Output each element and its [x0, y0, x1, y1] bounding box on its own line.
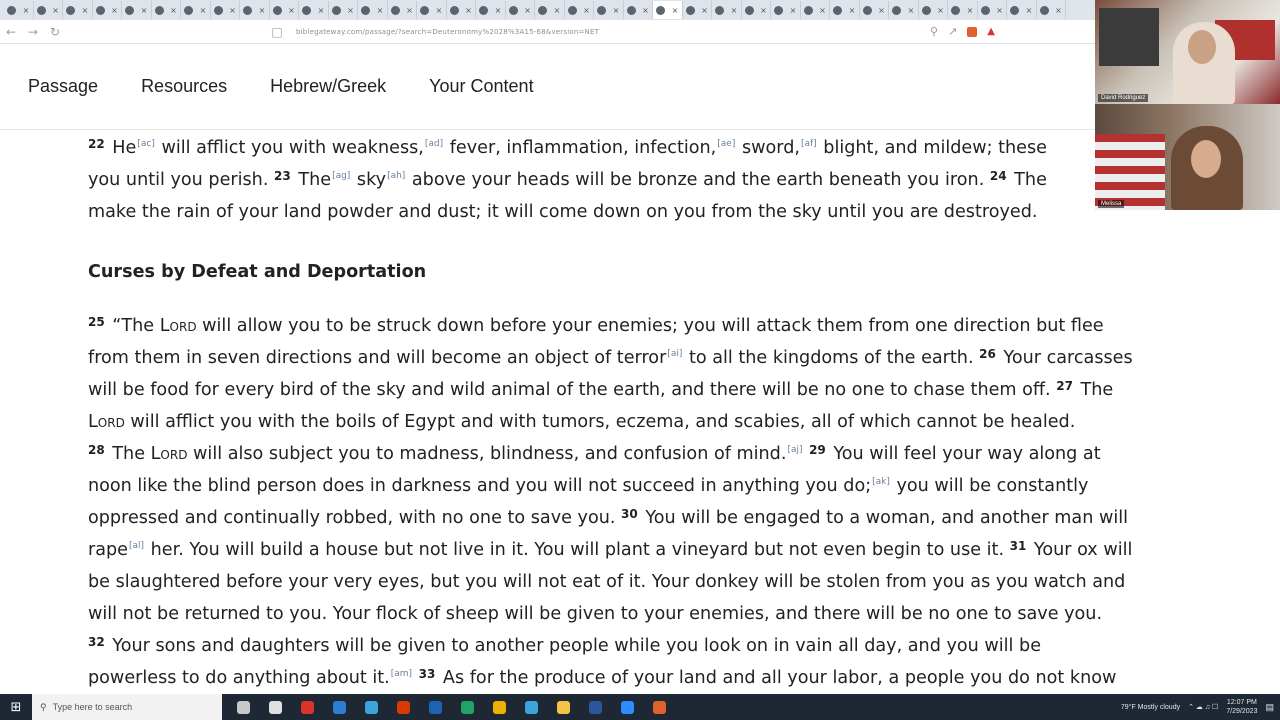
weather-text[interactable]: 79°F Mostly cloudy: [1120, 703, 1181, 711]
tab-favicon-icon: [66, 6, 75, 15]
verse-number: 25: [88, 315, 105, 329]
tab-favicon-icon: [833, 6, 842, 15]
verse-number: 33: [418, 667, 436, 681]
tab-close-icon[interactable]: ×: [170, 5, 177, 15]
tab-close-icon[interactable]: ×: [789, 5, 797, 15]
footnote-link[interactable]: [aj]: [787, 445, 803, 455]
tab-favicon-icon: [391, 6, 400, 15]
tab-close-icon[interactable]: ×: [848, 5, 856, 15]
verse-number: 26: [979, 347, 996, 361]
verse-text: sky: [351, 170, 387, 190]
tab-favicon-icon: [302, 6, 311, 15]
browser-tab[interactable]: [742, 1, 772, 19]
browser-tab[interactable]: [624, 1, 654, 19]
windows-taskbar: [0, 694, 1280, 720]
tab-favicon-icon: [951, 6, 960, 15]
passage-line: [88, 406, 1208, 438]
verse-text: The: [292, 170, 332, 190]
passage-block-2: [88, 310, 1208, 694]
footnote-link[interactable]: [af]: [800, 139, 817, 149]
divine-name: Lord: [150, 444, 188, 464]
verse-text: Your ox will: [1028, 540, 1133, 560]
tab-favicon-icon: [184, 6, 193, 15]
browser-tab[interactable]: [270, 1, 300, 19]
verse-text: will be food for every bird of the sky and wild animal of the earth, and there will be no one to chase them off.: [88, 380, 1057, 400]
verse-text: make the rain of your land powder and dust; it will come down on you from the sky until you are destroyed.: [88, 202, 1038, 222]
passage-line: [88, 374, 1208, 406]
webcam-top-label: David Rodriguez: [1098, 94, 1148, 102]
verse-text: You will feel your way along at: [827, 444, 1101, 464]
footnote-link[interactable]: [ak]: [872, 477, 890, 487]
excel-icon[interactable]: [454, 696, 480, 718]
verse-text: Your carcasses: [997, 348, 1133, 368]
tab-close-icon[interactable]: ×: [229, 5, 236, 15]
passage-text: [88, 132, 1208, 694]
browser-tab[interactable]: [34, 1, 64, 19]
browser-tab[interactable]: [63, 1, 93, 19]
browser-tab[interactable]: [388, 1, 418, 19]
nav-resources[interactable]: Resources: [141, 76, 228, 96]
browser-tab[interactable]: [417, 1, 447, 19]
tab-favicon-icon: [361, 6, 370, 15]
windows-start-icon[interactable]: ⊞: [10, 699, 22, 715]
tab-favicon-icon: [981, 6, 990, 15]
tab-favicon-icon: [686, 6, 695, 15]
passage-line: [88, 534, 1208, 566]
footnote-link[interactable]: [ae]: [717, 139, 736, 149]
verse-text: you will be constantly: [890, 476, 1089, 496]
browser-tab[interactable]: [860, 1, 890, 19]
browser-tab[interactable]: [948, 1, 978, 19]
tab-close-icon[interactable]: ×: [701, 5, 708, 15]
widgets-icon[interactable]: [262, 696, 288, 718]
app-icon[interactable]: [294, 696, 320, 718]
tab-favicon-icon: [7, 6, 16, 15]
tab-close-icon[interactable]: ×: [376, 5, 384, 15]
verse-text: fever, inflammation, infection,: [444, 138, 717, 158]
verse-text: you until you perish.: [88, 170, 275, 190]
tab-close-icon[interactable]: ×: [406, 5, 413, 15]
browser-tab[interactable]: [830, 1, 860, 19]
tab-close-icon[interactable]: ×: [996, 5, 1003, 15]
browser-tab[interactable]: [506, 1, 536, 19]
tab-close-icon[interactable]: ×: [553, 5, 561, 15]
taskbar-search[interactable]: [32, 694, 222, 720]
task-view-icon[interactable]: [230, 696, 256, 718]
passage-block-1: [88, 132, 1208, 228]
verse-text: Your sons and daughters will be given to another people while you look on in vain all day, and you will be: [106, 636, 1042, 656]
tab-favicon-icon: [37, 6, 46, 15]
tab-close-icon[interactable]: ×: [524, 5, 531, 15]
tab-favicon-icon: [125, 6, 134, 15]
verse-text: sword,: [736, 138, 800, 158]
divine-name: Lord: [159, 316, 197, 336]
notes-icon[interactable]: [550, 696, 576, 718]
search-icon: ⚲: [40, 701, 47, 712]
verse-text: will not be returned to you. Your flock of sheep will be given to your enemies, and there will be no one to save you.: [88, 604, 1103, 624]
divine-name: Lord: [88, 412, 125, 432]
tab-close-icon[interactable]: ×: [140, 5, 148, 15]
browser-tab[interactable]: [93, 1, 123, 19]
tab-close-icon[interactable]: ×: [642, 5, 649, 15]
share-icon[interactable]: ↗: [948, 25, 958, 38]
tab-close-icon[interactable]: ×: [111, 5, 118, 15]
browser-tab[interactable]: [358, 1, 388, 19]
verse-text: to all the kingdoms of the earth.: [683, 348, 980, 368]
tab-favicon-icon: [479, 6, 488, 15]
verse-number: 29: [809, 443, 826, 457]
tab-favicon-icon: [568, 6, 577, 15]
nav-hebrew-greek[interactable]: Hebrew/Greek: [270, 76, 387, 96]
verse-text: noon like the blind person does in darkness and you will not succeed in anything you do;: [88, 476, 872, 496]
browser-tab[interactable]: [801, 1, 831, 19]
passage-line: [88, 598, 1208, 630]
tab-favicon-icon: [774, 6, 783, 15]
browser-tab[interactable]: [122, 1, 152, 19]
verse-text: oppressed and continually robbed, with no one to save you.: [88, 508, 622, 528]
webcam-overlay: [1095, 0, 1280, 210]
tab-favicon-icon: [450, 6, 459, 15]
tab-close-icon[interactable]: ×: [612, 5, 620, 15]
tab-favicon-icon: [745, 6, 754, 15]
browser-tab[interactable]: [594, 1, 624, 19]
tab-close-icon[interactable]: ×: [494, 5, 502, 15]
browser-tab[interactable]: [329, 1, 359, 19]
verse-text: will allow you to be struck down before your enemies; you will attack them from one direction but flee: [196, 316, 1104, 336]
word-icon[interactable]: [582, 696, 608, 718]
notification-icon[interactable]: ▤: [1265, 701, 1274, 712]
browser-tab[interactable]: [653, 1, 683, 19]
verse-text: rape: [88, 540, 129, 560]
browser-tab[interactable]: [565, 1, 595, 19]
browser-tab[interactable]: [152, 1, 182, 19]
browser-tab[interactable]: [535, 1, 565, 19]
taskbar-search-placeholder: Type here to search: [52, 702, 133, 712]
browser-tab[interactable]: [683, 1, 713, 19]
tab-favicon-icon: [155, 6, 164, 15]
tab-favicon-icon: [804, 6, 813, 15]
tab-favicon-icon: [214, 6, 223, 15]
back-icon[interactable]: ←: [5, 24, 17, 39]
passage-line: [88, 164, 1208, 196]
browser-tab[interactable]: [476, 1, 506, 19]
webcam-bottom-label: Melissa: [1098, 200, 1124, 208]
footnote-link[interactable]: [ac]: [137, 139, 155, 149]
url-field[interactable]: biblegateway.com/passage/?search=Deuteronomy%2028%3A15-68&version=NET: [296, 27, 600, 36]
clock-date: 7/29/2023: [1226, 708, 1258, 715]
passage-line: [88, 470, 1208, 502]
footnote-link[interactable]: [al]: [129, 541, 145, 551]
verse-text: You will be engaged to a woman, and another man will: [639, 508, 1129, 528]
tab-close-icon[interactable]: ×: [907, 5, 915, 15]
tab-close-icon[interactable]: ×: [819, 5, 826, 15]
tab-close-icon[interactable]: ×: [81, 5, 89, 15]
verse-text: be slaughtered before your very eyes, but you will not eat of it. Your donkey will be stolen from you as you watch and: [88, 572, 1126, 592]
tab-close-icon[interactable]: ×: [760, 5, 767, 15]
section-heading: Curses by Defeat and Deportation: [88, 262, 427, 282]
tab-close-icon[interactable]: ×: [22, 5, 30, 15]
verse-text: her. You will build a house but not live in it. You will plant a vineyard but not even begin to use it.: [145, 540, 1010, 560]
site-nav: [0, 44, 1095, 130]
verse-number: 31: [1009, 539, 1027, 553]
verse-text: The: [1008, 170, 1047, 190]
browser-tab[interactable]: [889, 1, 919, 19]
verse-text: will afflict you with the boils of Egypt and with tumors, eczema, and scabies, all of which cannot be healed.: [124, 412, 1076, 432]
footnote-link[interactable]: [ad]: [424, 139, 444, 149]
verse-text: blight, and mildew; these: [817, 138, 1047, 158]
forward-icon[interactable]: →: [27, 24, 39, 39]
taskbar-apps: [230, 696, 672, 718]
tab-favicon-icon: [332, 6, 341, 15]
browser-tab[interactable]: [4, 1, 34, 19]
tab-close-icon[interactable]: ×: [1025, 5, 1033, 15]
browser-tab[interactable]: [181, 1, 211, 19]
clock-time: 12:07 PM: [1226, 699, 1257, 706]
tab-close-icon[interactable]: ×: [1055, 5, 1062, 15]
browser-tab[interactable]: [978, 1, 1008, 19]
tab-close-icon[interactable]: ×: [966, 5, 974, 15]
chrome-icon[interactable]: [518, 696, 544, 718]
tab-favicon-icon: [96, 6, 105, 15]
verse-text: The: [106, 444, 151, 464]
footnote-link[interactable]: [ai]: [667, 349, 683, 359]
verse-text: He: [106, 138, 137, 158]
tab-close-icon[interactable]: ×: [878, 5, 885, 15]
tab-close-icon[interactable]: ×: [465, 5, 472, 15]
browser-tab[interactable]: [447, 1, 477, 19]
tab-favicon-icon: [627, 6, 636, 15]
office-icon[interactable]: [390, 696, 416, 718]
system-tray: [1121, 698, 1280, 716]
tab-favicon-icon: [273, 6, 282, 15]
tab-close-icon[interactable]: ×: [671, 5, 679, 15]
tab-close-icon[interactable]: ×: [583, 5, 590, 15]
tab-favicon-icon: [656, 6, 665, 15]
address-bar: [0, 20, 1095, 44]
tab-favicon-icon: [538, 6, 547, 15]
passage-line: [88, 662, 1208, 694]
tab-close-icon[interactable]: ×: [937, 5, 944, 15]
verse-number: 27: [1056, 379, 1073, 393]
webcam-top: [1095, 0, 1280, 104]
mail-icon[interactable]: [358, 696, 384, 718]
tab-favicon-icon: [597, 6, 606, 15]
tab-close-icon[interactable]: ×: [347, 5, 354, 15]
brave-icon[interactable]: [646, 696, 672, 718]
bookmark-icon[interactable]: □: [271, 24, 283, 39]
tray-icons[interactable]: ⌃ ☁ ♫ ☐: [1188, 704, 1219, 711]
edge-icon[interactable]: [326, 696, 352, 718]
browser-tab[interactable]: [712, 1, 742, 19]
footnote-link[interactable]: [ag]: [332, 171, 351, 181]
tab-close-icon[interactable]: ×: [317, 5, 325, 15]
tab-favicon-icon: [1010, 6, 1019, 15]
verse-number: 22: [88, 137, 105, 151]
browser-tab[interactable]: [240, 1, 270, 19]
passage-line: [88, 196, 1208, 228]
browser-tab[interactable]: [211, 1, 241, 19]
tab-favicon-icon: [863, 6, 872, 15]
browser-tab[interactable]: [919, 1, 949, 19]
tab-favicon-icon: [922, 6, 931, 15]
file-explorer-icon[interactable]: [486, 696, 512, 718]
tab-close-icon[interactable]: ×: [730, 5, 738, 15]
verse-text: above your heads will be bronze and the earth beneath you iron.: [406, 170, 990, 190]
verse-number: 30: [621, 507, 638, 521]
verse-number: 23: [274, 169, 291, 183]
tab-favicon-icon: [509, 6, 518, 15]
nav-your-content[interactable]: Your Content: [429, 76, 534, 96]
tab-favicon-icon: [420, 6, 429, 15]
zoom-icon[interactable]: ⚲: [930, 25, 939, 38]
tab-favicon-icon: [243, 6, 252, 15]
verse-text: from them in seven directions and will become an object of terror: [88, 348, 667, 368]
brave-shield-icon[interactable]: [967, 27, 977, 37]
verse-text: will also subject you to madness, blindness, and confusion of mind.: [187, 444, 787, 464]
reload-icon[interactable]: ↻: [49, 24, 61, 39]
passage-line: [88, 630, 1208, 662]
verse-text: The: [1074, 380, 1114, 400]
verse-number: 24: [989, 169, 1007, 183]
vscode-icon[interactable]: [422, 696, 448, 718]
passage-line: [88, 342, 1208, 374]
passage-line: [88, 438, 1208, 470]
passage-line: [88, 132, 1208, 164]
verse-text: “The: [106, 316, 160, 336]
verse-text: will afflict you with weakness,: [155, 138, 424, 158]
browser-tab[interactable]: [1037, 1, 1067, 19]
passage-line: [88, 310, 1208, 342]
verse-number: 28: [88, 443, 105, 457]
browser-tab[interactable]: [1007, 1, 1037, 19]
footnote-link[interactable]: [ah]: [387, 171, 406, 181]
tab-favicon-icon: [892, 6, 901, 15]
browser-tab[interactable]: [771, 1, 801, 19]
warning-icon[interactable]: ▲: [987, 26, 995, 37]
clock[interactable]: [1226, 698, 1257, 716]
tab-close-icon[interactable]: ×: [288, 5, 295, 15]
verse-text: [413, 668, 419, 688]
webcam-bottom: [1095, 104, 1280, 210]
browser-tab-strip: [0, 0, 1095, 20]
verse-number: 32: [88, 635, 105, 649]
tab-favicon-icon: [715, 6, 724, 15]
footnote-link[interactable]: [am]: [390, 669, 413, 679]
tab-close-icon[interactable]: ×: [52, 5, 59, 15]
verse-text: As for the produce of your land and all your labor, a people you do not know: [437, 668, 1117, 688]
browser-tab[interactable]: [299, 1, 329, 19]
passage-line: [88, 502, 1208, 534]
passage-line: [88, 566, 1208, 598]
tab-close-icon[interactable]: ×: [258, 5, 266, 15]
tab-favicon-icon: [1040, 6, 1049, 15]
tab-close-icon[interactable]: ×: [435, 5, 443, 15]
verse-text: powerless to do anything about it.: [88, 668, 390, 688]
tab-close-icon[interactable]: ×: [199, 5, 207, 15]
zoom-icon[interactable]: [614, 696, 640, 718]
nav-passage[interactable]: Passage: [28, 76, 99, 96]
